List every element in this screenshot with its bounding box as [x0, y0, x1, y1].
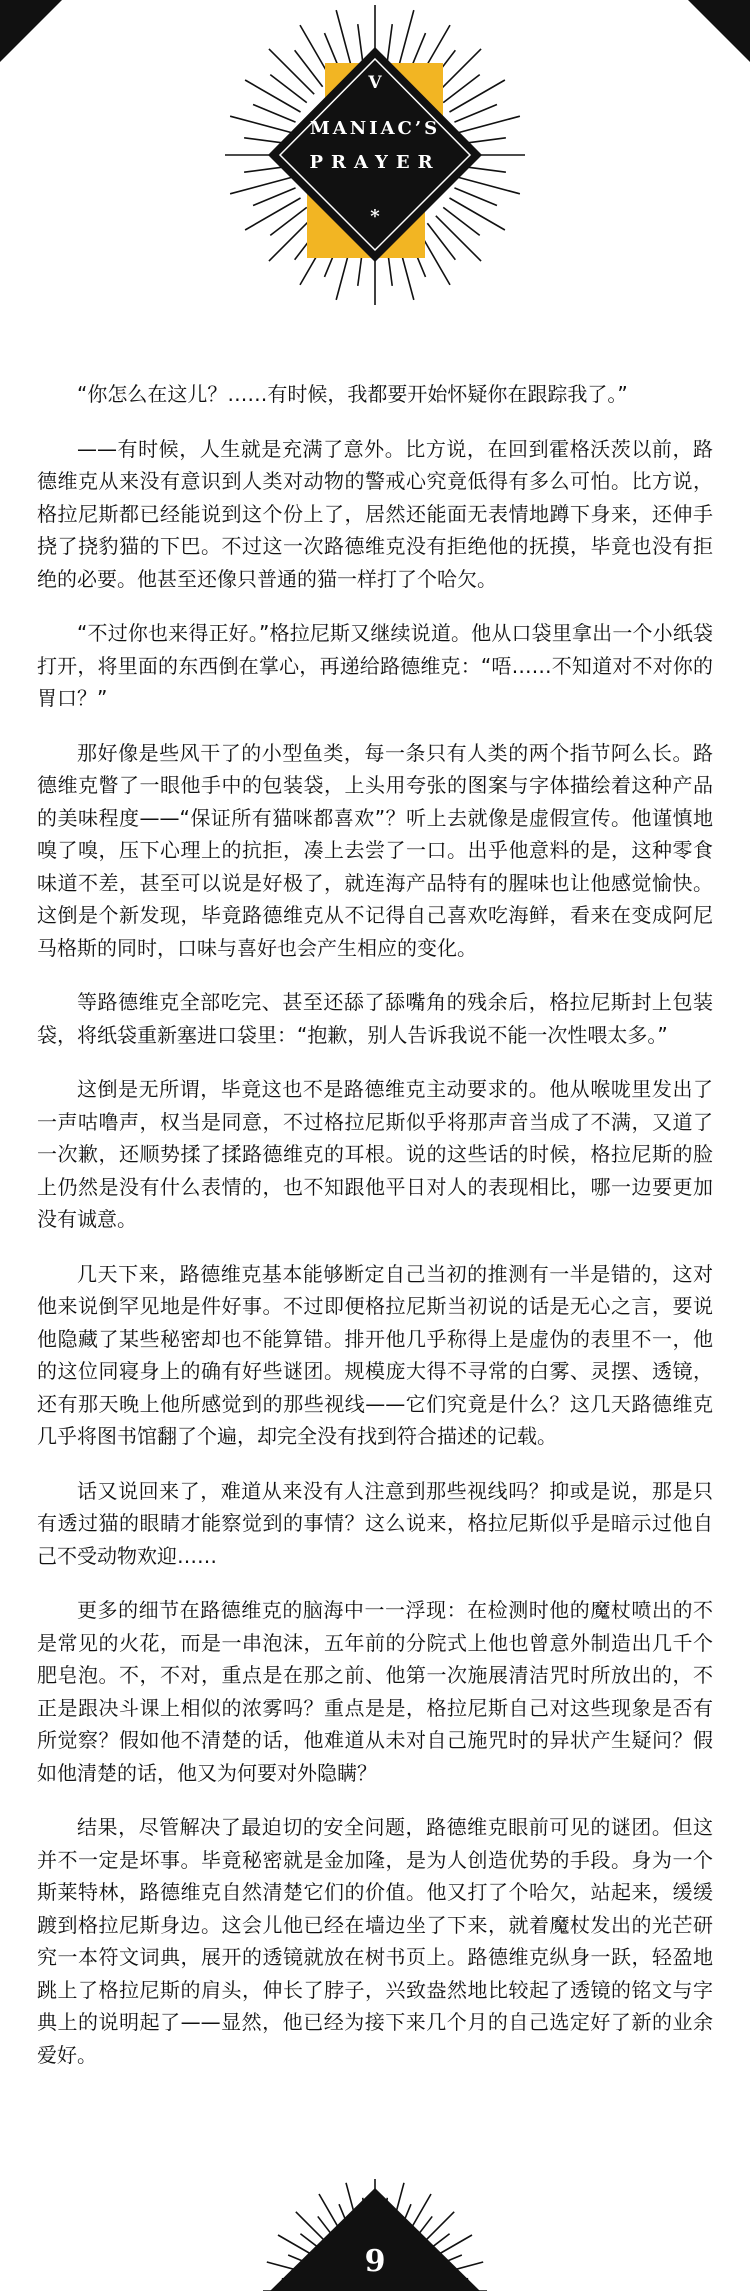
paragraph: 等路德维克全部吃完、甚至还舔了舔嘴角的残余后，格拉尼斯封上包装袋，将纸袋重新塞进口袋里：“抱歉，别人告诉我说不能一次性喂太多。”: [37, 990, 713, 1047]
chapter-emblem: [225, 0, 525, 330]
paragraph: “不过你也来得正好。”格拉尼斯又继续说道。他从口袋里拿出一个小纸袋打开，将里面的东西倒在掌心，再递给路德维克：“唔……不知道对不对你的胃口？”: [37, 621, 713, 710]
chapter-numeral: V: [368, 73, 382, 93]
ornament-star: *: [370, 206, 380, 227]
story-text: [37, 378, 713, 2093]
top-right-corner-triangle: [688, 0, 750, 62]
chapter-title-line2: PRAYER: [309, 152, 441, 173]
page-number-emblem: [225, 2160, 525, 2291]
chapter-title-line1: MANIAC’S: [309, 118, 441, 139]
page-number: 9: [364, 2244, 386, 2279]
paragraph: 这倒是无所谓，毕竟这也不是路德维克主动要求的。他从喉咙里发出了一声咕噜声，权当是同意，不过格拉尼斯似乎将那声音当成了不满，又道了一次歉，还顺势揉了揉路德维克的耳根。说的这些话的时候，格拉尼斯的脸上仍然是没有什么表情的，也不知跟他平日对人的表现相比，哪一边要更加没有诚意。: [37, 1077, 713, 1231]
paragraph: 几天下来，路德维克基本能够断定自己当初的推测有一半是错的，这对他来说倒罕见地是件好事。不过即便格拉尼斯当初说的话是无心之言，要说他隐藏了某些秘密却也不能算错。排开他几乎称得上是虚伪的表里不一，他的这位同寝身上的确有好些谜团。规模庞大得不寻常的白雾、灵摆、透镜，还有那天晚上他所感觉到的那些视线——它们究竟是什么？这几天路德维克几乎将图书馆翻了个遍，却完全没有找到符合描述的记载。: [37, 1261, 713, 1448]
paragraph: 话又说回来了，难道从来没有人注意到那些视线吗？抑或是说，那是只有透过猫的眼睛才能察觉到的事情？这么说来，格拉尼斯似乎是暗示过他自己不受动物欢迎……: [37, 1478, 713, 1568]
paragraph: 更多的细节在路德维克的脑海中一一浮现：在检测时他的魔杖喷出的不是常见的火花，而是一串泡沫，五年前的分院式上他也曾意外制造出几千个肥皂泡。不，不对，重点是在那之前、他第一次施展清洁咒时所放出的，不正是跟决斗课上相似的浓雾吗？重点是是，格拉尼斯自己对这些现象是否有所觉察？假如他不清楚的话，他难道从未对自己施咒时的异状产生疑问？假如他清楚的话，他又为何要对外隐瞒？: [37, 1598, 713, 1785]
paragraph: 那好像是些风干了的小型鱼类，每一条只有人类的两个指节阿么长。路德维克瞥了一眼他手中的包装袋，上头用夸张的图案与字体描绘着这种产品的美味程度——“保证所有猫咪都喜欢”？听上去就像是虚假宣传。他谨慎地嗅了嗅，压下心理上的抗拒，凑上去尝了一口。出乎他意料的是，这种零食味道不差，甚至可以说是好极了，就连海产品特有的腥味也让他感觉愉快。这倒是个新发现，毕竟路德维克从不记得自己喜欢吃海鲜，看来在变成阿尼马格斯的同时，口味与喜好也会产生相应的变化。: [37, 740, 713, 960]
top-left-corner-triangle: [0, 0, 62, 62]
paragraph: “你怎么在这儿？……有时候，我都要开始怀疑你在跟踪我了。”: [77, 382, 628, 406]
paragraph: 结果，尽管解决了最迫切的安全问题，路德维克眼前可见的谜团。但这并不一定是坏事。毕竟秘密就是金加隆，是为人创造优势的手段。身为一个斯莱特林，路德维克自然清楚它们的价值。他又打了个哈欠，站起来，缓缓踱到格拉尼斯身边。这会儿他已经在墙边坐了下来，就着魔杖发出的光芒研究一本符文词典，展开的透镜就放在树书页上。路德维克纵身一跃，轻盈地跳上了格拉尼斯的肩头，伸长了脖子，兴致盎然地比较起了透镜的铭文与字典上的说明起了——显然，他已经为接下来几个月的自己选定好了新的业余爱好。: [37, 1815, 713, 2067]
paragraph: ——有时候，人生就是充满了意外。比方说，在回到霍格沃茨以前，路德维克从来没有意识到人类对动物的警戒心究竟低得有多么可怕。比方说，格拉尼斯都已经能说到这个份上了，居然还能面无表情地蹲下身来，还伸手挠了挠豹猫的下巴。不过这一次路德维克没有拒绝他的抚摸，毕竟也没有拒绝的必要。他甚至还像只普通的猫一样打了个哈欠。: [37, 436, 713, 591]
